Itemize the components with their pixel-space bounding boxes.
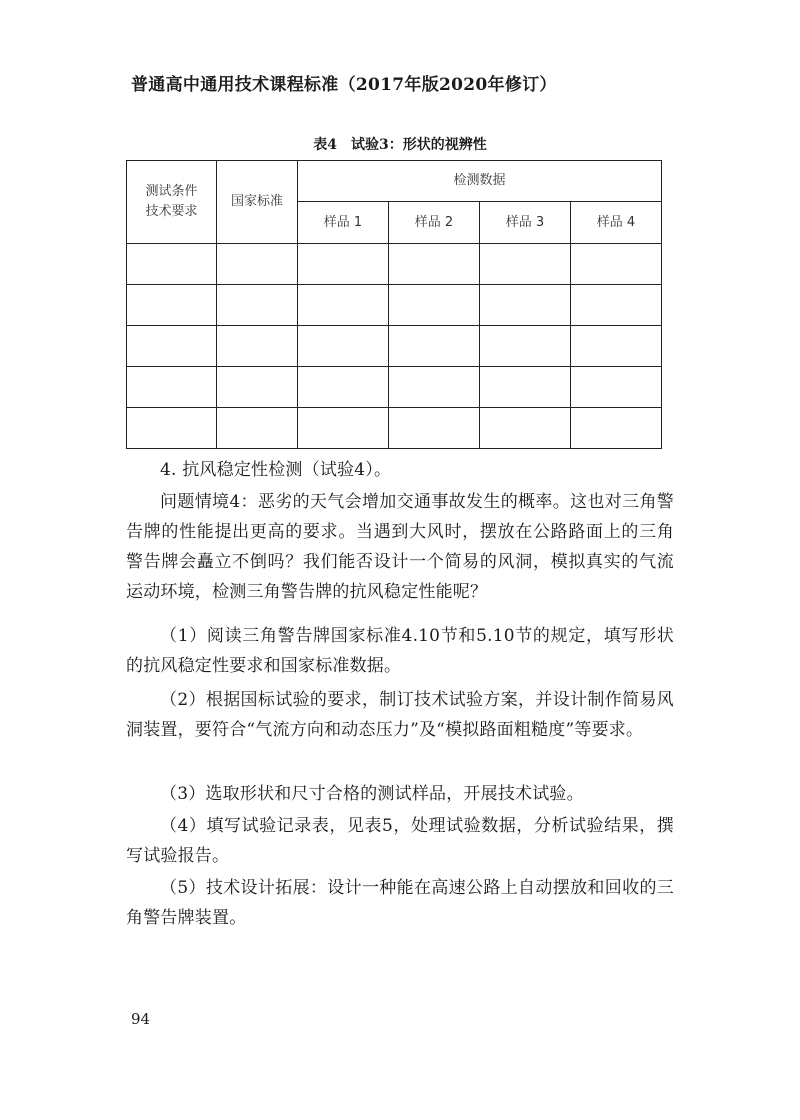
table-row: [127, 326, 662, 367]
table-row: [127, 244, 662, 285]
section-title: 4. 抗风稳定性检测（试验4）。: [160, 460, 392, 480]
header-sample-4: 样品 4: [571, 202, 662, 244]
step-4: （4）填写试验记录表，见表5，处理试验数据，分析试验结果，撰写试验报告。: [126, 816, 674, 866]
step-2: （2）根据国标试验的要求，制订技术试验方案，并设计制作简易风洞装置，要符合“气流方向和动态压力”及“模拟路面粗糙度”等要求。: [126, 690, 674, 740]
header-sample-1: 样品 1: [298, 202, 389, 244]
header-condition: [127, 161, 217, 244]
header-sample-2: 样品 2: [389, 202, 480, 244]
header-standard: 国家标准: [217, 161, 298, 244]
page-number: 94: [131, 1010, 151, 1028]
table-caption: 表4 试验3：形状的视辨性: [313, 137, 487, 153]
running-header: 普通高中通用技术课程标准（2017年版2020年修订）: [131, 75, 557, 95]
step-1: （1）阅读三角警告牌国家标准4.10节和5.10节的规定，填写形状的抗风稳定性要求和国家标准数据。: [126, 626, 674, 676]
step-5: （5）技术设计拓展：设计一种能在高速公路上自动摆放和回收的三角警告牌装置。: [126, 878, 674, 928]
header-data: 检测数据: [298, 161, 662, 202]
header-condition-line2: 技术要求: [145, 204, 198, 219]
test-record-table: [126, 160, 662, 449]
problem-paragraph: 问题情境4：恶劣的天气会增加交通事故发生的概率。这也对三角警告牌的性能提出更高的要求。当遇到大风时，摆放在公路路面上的三角警告牌会矗立不倒吗？我们能否设计一个简易的风洞，模拟真实的气流运动环境，检测三角警告牌的抗风稳定性能呢？: [126, 492, 674, 602]
table-row: [127, 408, 662, 449]
header-sample-3: 样品 3: [480, 202, 571, 244]
step-3: （3）选取形状和尺寸合格的测试样品，开展技术试验。: [160, 784, 584, 804]
header-condition-line1: 测试条件: [145, 184, 198, 199]
table-row: [127, 367, 662, 408]
table-row: [127, 285, 662, 326]
